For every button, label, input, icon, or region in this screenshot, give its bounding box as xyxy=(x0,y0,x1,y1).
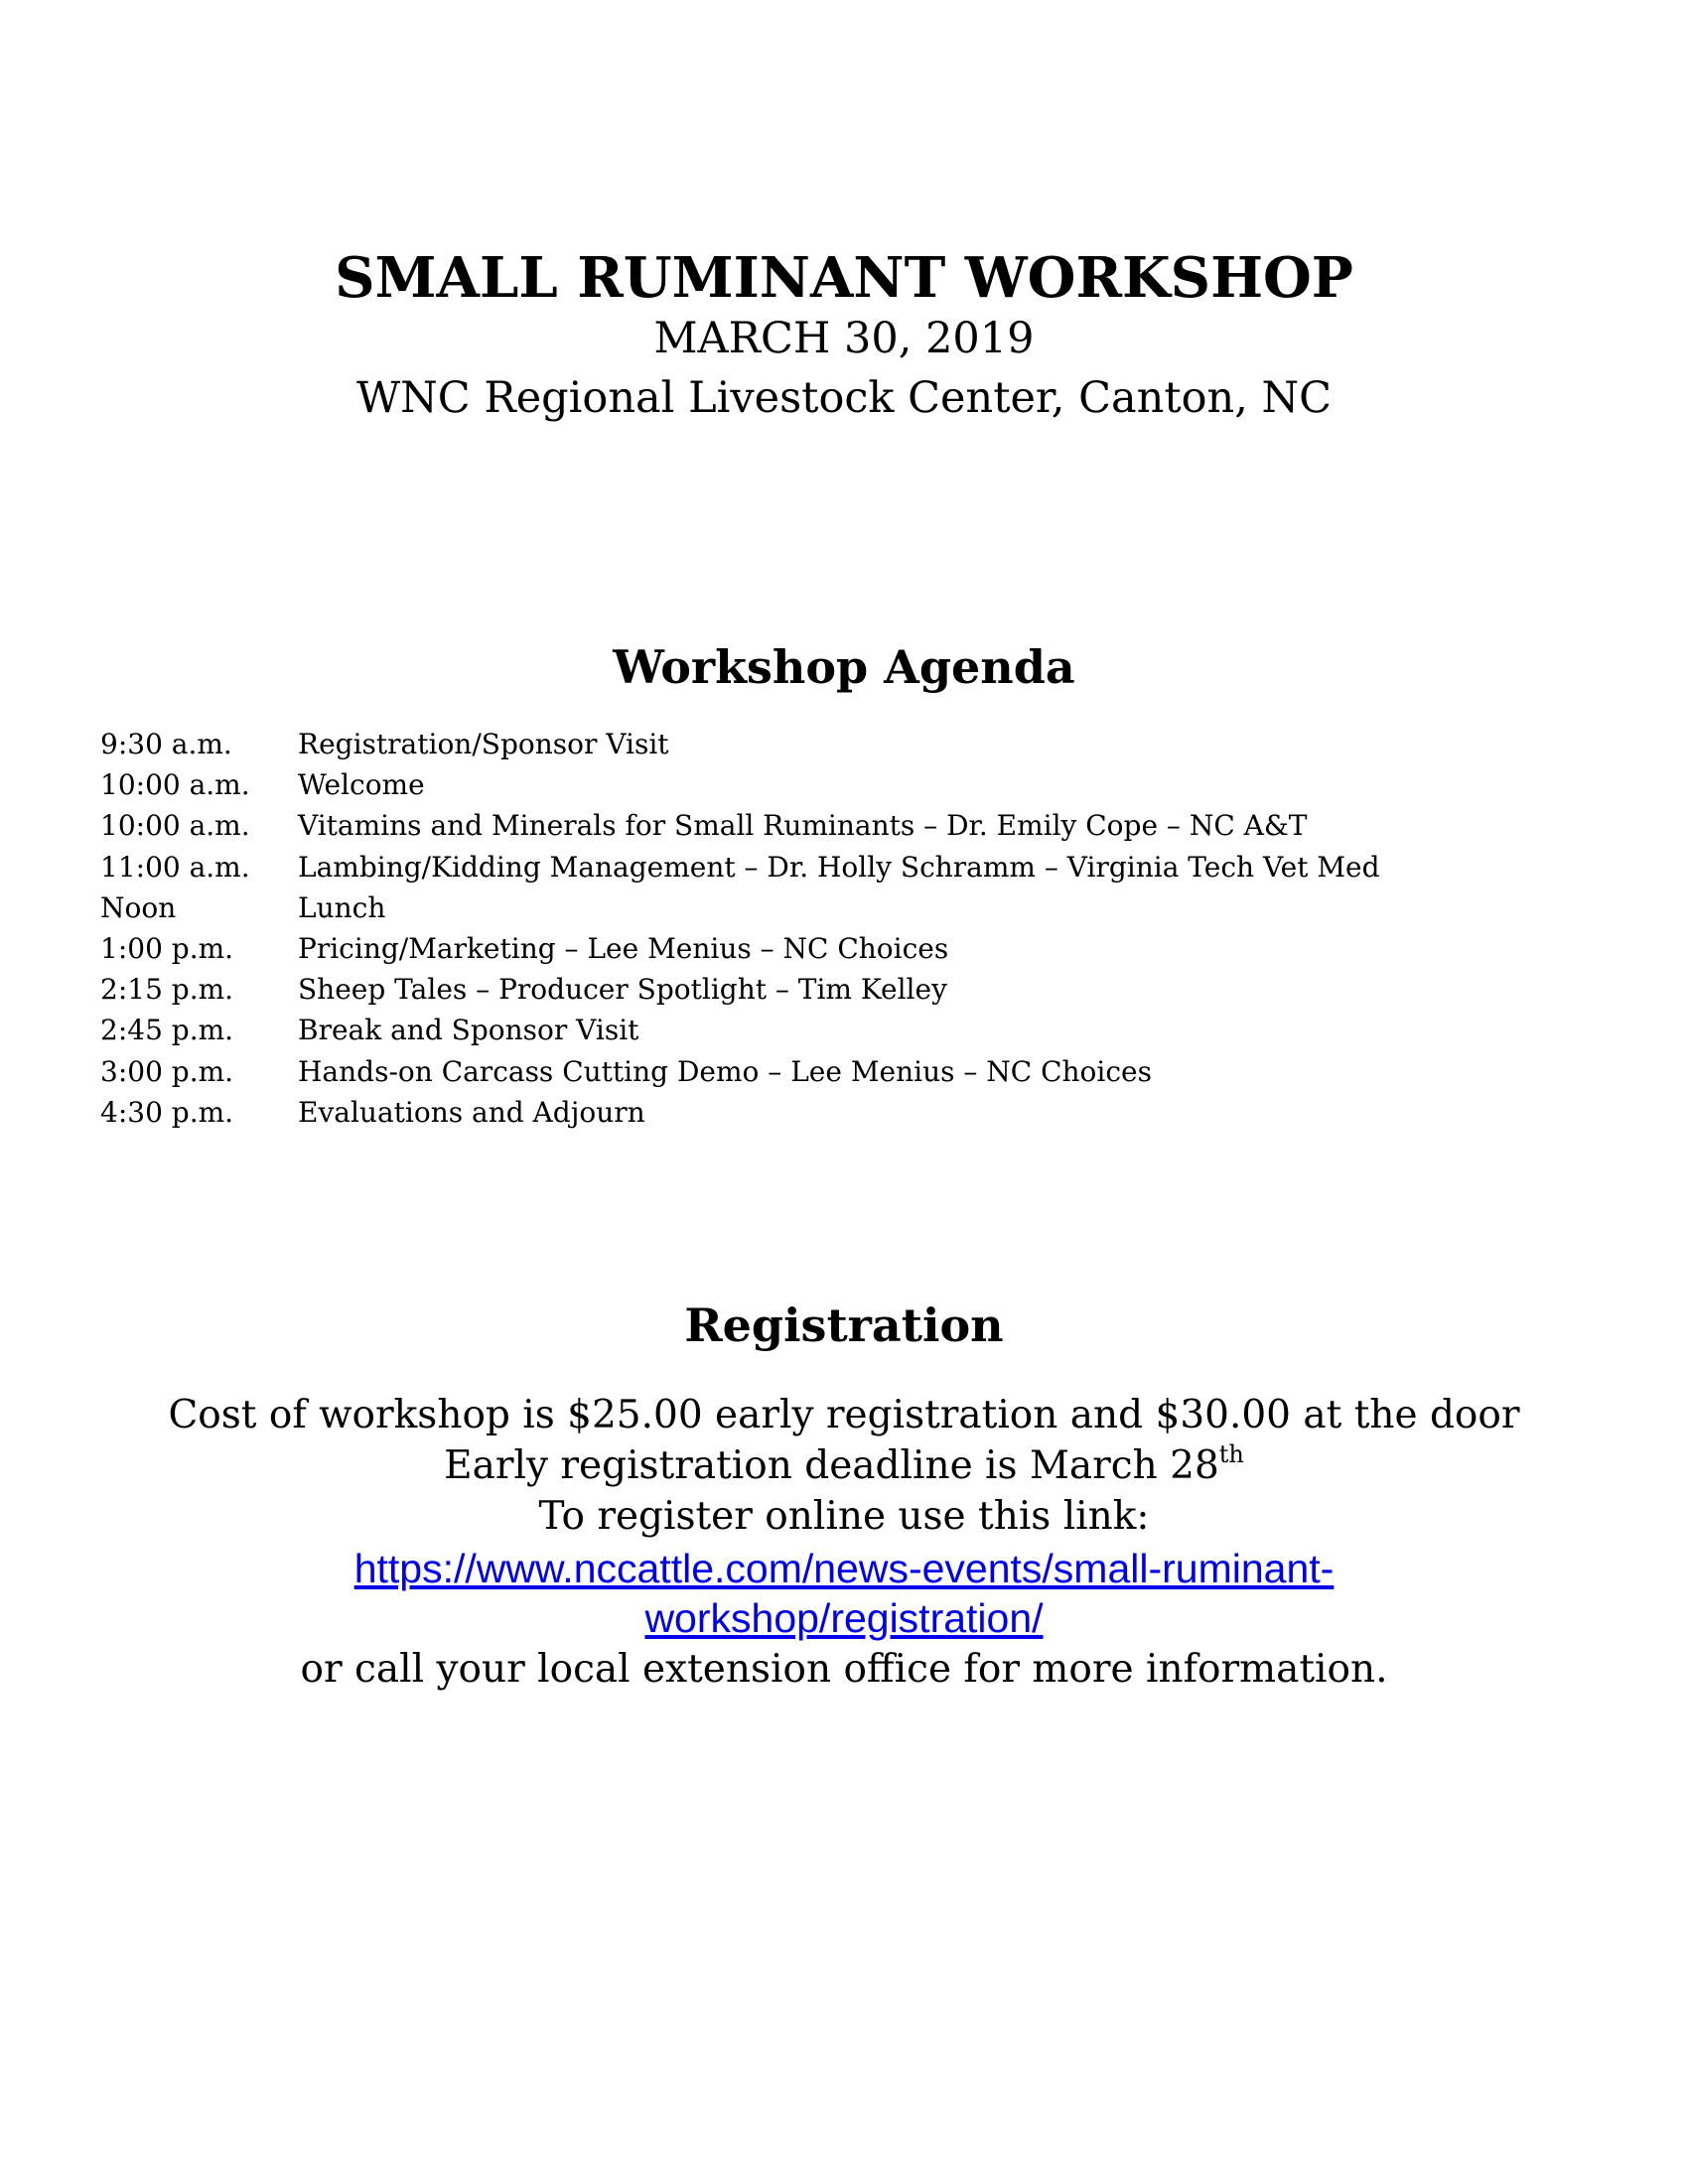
registration-cost: Cost of workshop is $25.00 early registration and $30.00 at the door xyxy=(168,1393,1520,1437)
agenda-item: Registration/Sponsor Visit xyxy=(298,728,669,760)
registration-deadline xyxy=(0,1440,1688,1492)
agenda-item: Sheep Tales – Producer Spotlight – Tim Kelley xyxy=(298,973,947,1007)
agenda-time: 11:00 a.m. xyxy=(100,850,250,884)
event-venue: WNC Regional Livestock Center, Canton, NC xyxy=(355,373,1333,423)
agenda-time: 4:30 p.m. xyxy=(100,1095,234,1129)
registration-heading: Registration xyxy=(684,1298,1004,1352)
agenda-row xyxy=(100,969,1590,1010)
agenda-item: Lambing/Kidding Management – Dr. Holly Schramm – Virginia Tech Vet Med xyxy=(298,850,1380,884)
registration-contact-note: or call your local extension office for more information. xyxy=(300,1647,1388,1692)
page-title: SMALL RUMINANT WORKSHOP xyxy=(335,245,1353,311)
registration-deadline-suffix: th xyxy=(1218,1440,1244,1468)
agenda-row xyxy=(100,887,1590,928)
agenda-list xyxy=(100,724,1590,1133)
event-date: MARCH 30, 2019 xyxy=(653,314,1035,363)
agenda-item: Break and Sponsor Visit xyxy=(298,1014,639,1047)
agenda-row xyxy=(100,1010,1590,1050)
agenda-row xyxy=(100,805,1590,846)
agenda-time: 2:15 p.m. xyxy=(100,973,234,1007)
agenda-item: Evaluations and Adjourn xyxy=(298,1095,645,1129)
agenda-item: Welcome xyxy=(298,768,425,802)
agenda-item: Vitamins and Minerals for Small Ruminants – Dr. Emily Cope – NC A&T xyxy=(298,809,1308,843)
agenda-item: Lunch xyxy=(298,890,386,924)
agenda-time: 10:00 a.m. xyxy=(100,768,250,802)
agenda-row xyxy=(100,1051,1590,1092)
agenda-item: Pricing/Marketing – Lee Menius – NC Choices xyxy=(298,931,949,965)
registration-online-instruction: To register online use this link: xyxy=(538,1494,1150,1539)
agenda-time: Noon xyxy=(100,890,177,924)
agenda-time: 3:00 p.m. xyxy=(100,1054,234,1088)
registration-deadline-text: Early registration deadline is March 28 xyxy=(444,1443,1219,1488)
registration-link-line-2[interactable]: workshop/registration/ xyxy=(644,1595,1044,1641)
agenda-time: 2:45 p.m. xyxy=(100,1014,234,1047)
agenda-item: Hands-on Carcass Cutting Demo – Lee Menius – NC Choices xyxy=(298,1054,1152,1088)
agenda-row xyxy=(100,847,1590,887)
agenda-row xyxy=(100,928,1590,969)
agenda-row xyxy=(100,724,1590,764)
registration-link-line-1[interactable]: https://www.nccattle.com/news-events/small-ruminant- xyxy=(353,1546,1335,1591)
agenda-row xyxy=(100,764,1590,805)
agenda-time: 10:00 a.m. xyxy=(100,809,250,843)
agenda-time: 1:00 p.m. xyxy=(100,931,234,965)
agenda-row xyxy=(100,1092,1590,1133)
agenda-time: 9:30 a.m. xyxy=(100,728,232,760)
agenda-heading: Workshop Agenda xyxy=(613,640,1075,694)
